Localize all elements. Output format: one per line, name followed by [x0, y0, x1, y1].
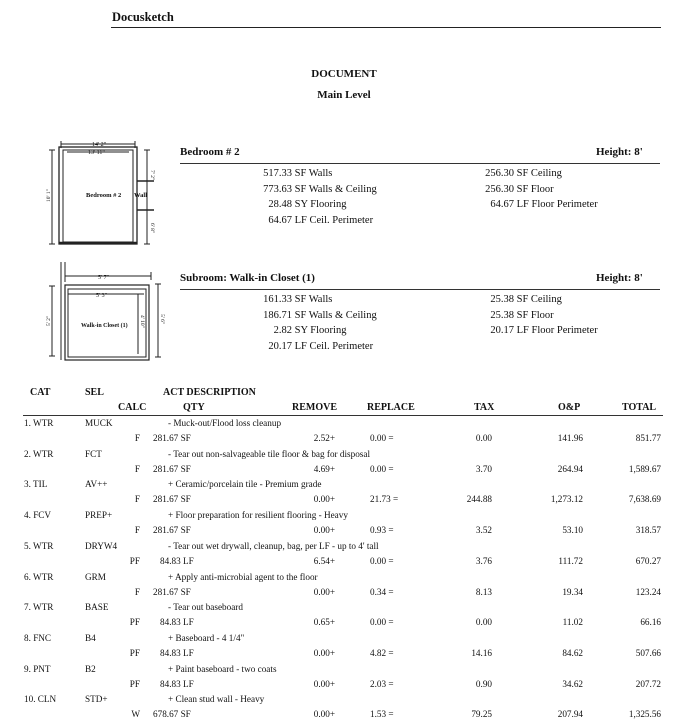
line-qty: 281.67 SF: [153, 463, 191, 474]
room-height: Height: 8': [596, 146, 643, 158]
room-name: Subroom: Walk-in Closet (1): [180, 272, 315, 284]
svg-text:13' 11": 13' 11": [88, 150, 105, 156]
line-replace: 0.34 =: [370, 586, 394, 597]
svg-text:Bedroom # 2: Bedroom # 2: [86, 192, 122, 199]
line-replace: 1.53 =: [370, 709, 394, 720]
line-remove: 0.00+: [313, 647, 335, 658]
line-sel: B2: [85, 663, 96, 674]
line-qty: 84.83 LF: [160, 678, 194, 689]
measurement-row: 161.33 SF Walls: [263, 294, 333, 305]
measurement-row: 25.38 SF Ceiling: [490, 294, 562, 305]
line-op: 207.94: [557, 709, 583, 720]
line-cat: 10. CLN: [24, 694, 57, 705]
line-remove: 0.65+: [313, 617, 335, 628]
line-tax: 0.00: [475, 433, 492, 443]
line-op: 1,273.12: [550, 494, 583, 505]
line-calc: W: [131, 709, 140, 720]
line-description: - Tear out baseboard: [168, 602, 243, 613]
svg-text:5' 3": 5' 3": [96, 293, 108, 299]
measurement-row: 186.71 SF Walls & Ceiling: [263, 309, 377, 321]
svg-text:6' 8": 6' 8": [149, 223, 155, 234]
line-calc: F: [134, 433, 140, 443]
line-cat: 3. TIL: [24, 479, 48, 490]
line-remove: 0.00+: [313, 678, 335, 689]
line-remove: 6.54+: [313, 555, 335, 566]
svg-text:5' 7": 5' 7": [98, 275, 110, 281]
line-calc: PF: [129, 678, 140, 689]
line-qty: 281.67 SF: [153, 433, 191, 443]
line-op: 53.10: [562, 525, 583, 536]
line-qty: 84.83 LF: [160, 647, 194, 658]
line-op: 111.72: [558, 555, 583, 566]
line-remove: 0.00+: [313, 525, 335, 536]
line-sel: B4: [85, 632, 96, 643]
table-header-divider: [23, 415, 663, 416]
col-header-qty: QTY: [183, 402, 205, 413]
svg-text:14' 2": 14' 2": [92, 142, 107, 148]
line-tax: 3.76: [475, 555, 492, 566]
line-remove: 0.00+: [313, 709, 335, 720]
line-tax: 0.00: [475, 617, 492, 628]
line-tax: 244.88: [466, 494, 492, 505]
line-calc: F: [134, 525, 140, 536]
line-total: 207.72: [635, 678, 661, 689]
measurement-row: 2.82 SY Flooring: [273, 325, 347, 336]
line-description: + Paint baseboard - two coats: [168, 663, 277, 674]
line-replace: 0.93 =: [370, 525, 394, 536]
line-qty: 281.67 SF: [153, 586, 191, 597]
measurement-row: 20.17 LF Ceil. Perimeter: [268, 340, 374, 352]
line-total: 1,589.67: [628, 463, 661, 474]
svg-text:5' 6": 5' 6": [159, 314, 165, 325]
line-op: 11.02: [562, 617, 583, 628]
line-description: - Tear out non-salvageable tile floor & bag for disposal: [168, 448, 371, 459]
line-description: + Ceramic/porcelain tile - Premium grade: [168, 479, 322, 490]
measurement-row: 28.48 SY Flooring: [268, 199, 347, 210]
line-qty: 281.67 SF: [153, 525, 191, 536]
svg-text:Wall: Wall: [134, 192, 148, 199]
line-replace: 0.00 =: [370, 555, 394, 566]
line-tax: 79.25: [471, 709, 492, 720]
col-header-calc: CALC: [118, 402, 147, 413]
line-total: 7,638.69: [628, 494, 661, 505]
line-description: + Floor preparation for resilient flooring - Heavy: [168, 510, 348, 521]
line-qty: 84.83 LF: [160, 617, 194, 628]
line-sel: MUCK: [85, 418, 113, 428]
col-header-act-description: ACT DESCRIPTION: [163, 387, 256, 398]
line-tax: 3.52: [475, 525, 492, 536]
line-description: - Muck-out/Flood loss cleanup: [168, 418, 282, 428]
line-description: - Tear out wet drywall, cleanup, bag, per LF - up to 4' tall: [168, 540, 379, 551]
line-cat: 6. WTR: [24, 571, 54, 582]
line-remove: 0.00+: [313, 494, 335, 505]
room-measurements-left: [250, 166, 377, 228]
room-measurements-left: [250, 292, 377, 354]
room-height: Height: 8': [596, 272, 643, 284]
line-replace: 0.00 =: [370, 617, 394, 628]
measurement-row: 25.38 SF Floor: [490, 309, 554, 321]
svg-text:10' 1": 10' 1": [46, 189, 52, 202]
line-cat: 4. FCV: [24, 510, 52, 521]
line-sel: PREP+: [85, 510, 113, 521]
col-header-remove: REMOVE: [292, 402, 337, 413]
line-sel: STD+: [85, 694, 108, 705]
line-sel: BASE: [85, 602, 109, 613]
line-cat: 9. PNT: [24, 663, 51, 674]
level-title: Main Level: [317, 89, 371, 101]
brand-name: Docusketch: [112, 10, 174, 24]
room-divider: [180, 163, 660, 164]
line-tax: 8.13: [475, 586, 492, 597]
line-calc: PF: [129, 647, 140, 658]
line-replace: 2.03 =: [370, 678, 394, 689]
line-cat: 1. WTR: [24, 418, 54, 428]
line-qty: 678.67 SF: [153, 709, 191, 720]
line-total: 670.27: [635, 555, 661, 566]
line-description: + Apply anti-microbial agent to the floor: [168, 571, 318, 582]
line-total: 318.57: [635, 525, 661, 536]
line-sel: GRM: [85, 571, 106, 582]
line-cat: 7. WTR: [24, 602, 54, 613]
col-header-replace: REPLACE: [367, 402, 415, 413]
line-calc: F: [134, 463, 140, 474]
col-header-total: TOTAL: [622, 402, 657, 413]
col-header-tax: TAX: [474, 402, 495, 413]
line-sel: DRYW4: [85, 540, 118, 551]
line-sel: FCT: [85, 448, 102, 459]
line-remove: 4.69+: [313, 463, 335, 474]
line-replace: 21.73 =: [370, 494, 399, 505]
walk-in-closet-sketch: [44, 262, 174, 362]
line-total: 123.24: [635, 586, 661, 597]
line-description: + Baseboard - 4 1/4": [168, 632, 245, 643]
bedroom-2-sketch: [44, 140, 174, 248]
line-qty: 281.67 SF: [153, 494, 191, 505]
col-header-op: O&P: [558, 402, 581, 413]
line-cat: 8. FNC: [24, 632, 52, 643]
line-calc: PF: [129, 617, 140, 628]
line-cat: 5. WTR: [24, 540, 54, 551]
line-calc: F: [134, 494, 140, 505]
room-divider: [180, 289, 660, 290]
room-measurements-right: [486, 292, 598, 339]
line-op: 34.62: [562, 678, 583, 689]
svg-text:7' 2": 7' 2": [149, 170, 155, 181]
line-op: 141.96: [557, 433, 583, 443]
document-title: DOCUMENT: [311, 68, 377, 80]
header-divider: [111, 27, 661, 28]
line-tax: 0.90: [475, 678, 492, 689]
svg-text:5' 2": 5' 2": [46, 315, 52, 326]
room-measurements-right: [478, 166, 598, 213]
line-qty: 84.83 LF: [160, 555, 194, 566]
line-total: 66.16: [640, 617, 661, 628]
line-total: 1,325.56: [628, 709, 661, 720]
measurement-row: 20.17 LF Floor Perimeter: [490, 325, 598, 336]
measurement-row: 64.67 LF Ceil. Perimeter: [268, 214, 374, 226]
line-op: 84.62: [562, 647, 583, 658]
col-header-cat: CAT: [30, 387, 51, 398]
line-replace: 0.00 =: [370, 463, 394, 474]
line-tax: 14.16: [471, 647, 492, 658]
line-total: 507.66: [635, 647, 661, 658]
line-sel: AV++: [85, 479, 108, 490]
svg-text:4' 10": 4' 10": [139, 315, 145, 328]
line-remove: 0.00+: [313, 586, 335, 597]
line-op: 264.94: [557, 463, 583, 474]
line-total: 851.77: [635, 433, 661, 443]
line-replace: 4.82 =: [370, 647, 394, 658]
svg-text:Walk-in Closet (1): Walk-in Closet (1): [81, 323, 128, 329]
measurement-row: 256.30 SF Ceiling: [485, 168, 562, 179]
line-replace: 0.00 =: [370, 433, 394, 443]
measurement-row: 773.63 SF Walls & Ceiling: [263, 183, 377, 195]
line-cat: 2. WTR: [24, 448, 54, 459]
line-op: 19.34: [562, 586, 583, 597]
line-calc: F: [134, 586, 140, 597]
line-tax: 3.70: [475, 463, 492, 474]
line-calc: PF: [129, 555, 140, 566]
measurement-row: 64.67 LF Floor Perimeter: [490, 199, 598, 210]
line-description: + Clean stud wall - Heavy: [168, 694, 265, 705]
line-remove: 2.52+: [313, 433, 335, 443]
col-header-sel: SEL: [85, 387, 104, 398]
room-name: Bedroom # 2: [180, 146, 240, 158]
measurement-row: 517.33 SF Walls: [263, 168, 333, 179]
measurement-row: 256.30 SF Floor: [485, 183, 554, 195]
